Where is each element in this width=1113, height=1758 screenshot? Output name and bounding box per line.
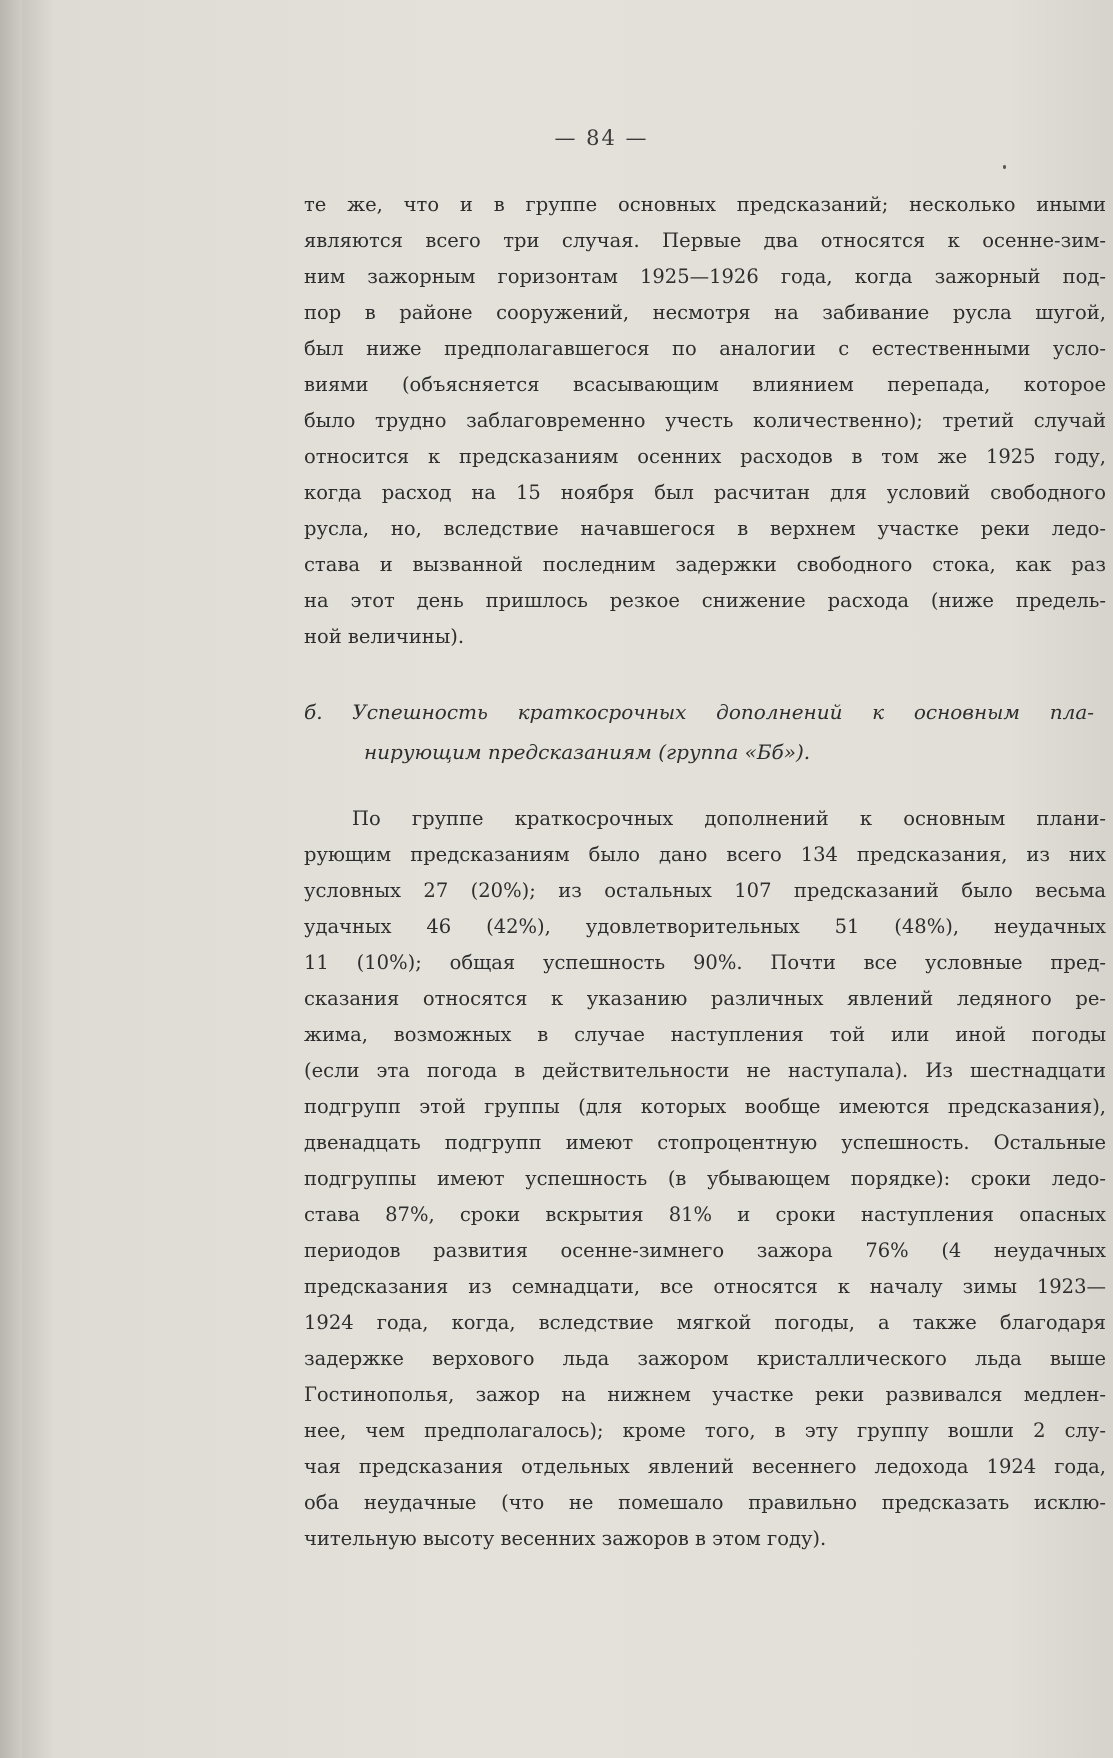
- text-line: (если эта погода в действительности не наступала). Из шестнадцати: [304, 1059, 1106, 1082]
- text-line: русла, но, вследствие начавшегося в верхнем участке реки ледо-: [304, 517, 1106, 540]
- text-line: было трудно заблаговременно учесть количественно); третий случай: [304, 409, 1106, 432]
- text-line: 1924 года, когда, вследствие мягкой погоды, а также благодаря: [304, 1311, 1106, 1334]
- page-binding-edge: [0, 0, 22, 1758]
- text-line: жима, возможных в случае наступления той или иной погоды: [304, 1023, 1106, 1046]
- text-line: те же, что и в группе основных предсказаний; несколько иными: [304, 193, 1106, 216]
- text-line: подгруппы имеют успешность (в убывающем порядке): сроки ледо-: [304, 1167, 1106, 1190]
- paragraph-2: [304, 801, 1106, 1557]
- ink-mark: [1003, 165, 1006, 169]
- text-line: когда расход на 15 ноября был расчитан для условий свободного: [304, 481, 1106, 504]
- text-line: чая предсказания отдельных явлений весеннего ледохода 1924 года,: [304, 1455, 1106, 1478]
- text-line: Гостинополья, зажор на нижнем участке реки развивался медлен-: [304, 1383, 1106, 1406]
- text-line: двенадцать подгрупп имеют стопроцентную успешность. Остальные: [304, 1131, 1106, 1154]
- text-line: удачных 46 (42%), удовлетворительных 51 (48%), неудачных: [304, 915, 1106, 938]
- page-number: — 84 —: [554, 126, 649, 150]
- paragraph-1: [304, 187, 1106, 655]
- text-line: виями (объясняется всасывающим влиянием перепада, которое: [304, 373, 1106, 396]
- text-line: задержке верхового льда зажором кристаллического льда выше: [304, 1347, 1106, 1370]
- text-line: оба неудачные (что не помешало правильно предсказать исклю-: [304, 1491, 1106, 1514]
- text-line: условных 27 (20%); из остальных 107 предсказаний было весьма: [304, 879, 1106, 902]
- heading-line: нирующим предсказаниям (группа «Бб»).: [364, 740, 811, 764]
- text-line: чительную высоту весенних зажоров в этом году).: [304, 1527, 827, 1550]
- text-line: пор в районе сооружений, несмотря на забивание русла шугой,: [304, 301, 1106, 324]
- text-line: 11 (10%); общая успешность 90%. Почти все условные пред-: [304, 951, 1106, 974]
- text-line: являются всего три случая. Первые два относятся к осенне-зим-: [304, 229, 1106, 252]
- text-line: относится к предсказаниям осенних расходов в том же 1925 году,: [304, 445, 1106, 468]
- heading-line: б. Успешность краткосрочных дополнений к основным пла-: [304, 700, 1094, 724]
- text-line: става и вызванной последним задержки свободного стока, как раз: [304, 553, 1106, 576]
- text-line: рующим предсказаниям было дано всего 134 предсказания, из них: [304, 843, 1106, 866]
- text-line: сказания относятся к указанию различных явлений ледяного ре-: [304, 987, 1106, 1010]
- section-heading: [304, 692, 1094, 772]
- text-line: был ниже предполагавшегося по аналогии с естественными усло-: [304, 337, 1106, 360]
- text-line: подгрупп этой группы (для которых вообще имеются предсказания),: [304, 1095, 1106, 1118]
- text-line: По группе краткосрочных дополнений к основным плани-: [352, 807, 1106, 830]
- text-line: на этот день пришлось резкое снижение расхода (ниже предель-: [304, 589, 1106, 612]
- text-line: ной величины).: [304, 625, 465, 648]
- text-line: ним зажорным горизонтам 1925—1926 года, когда зажорный под-: [304, 265, 1106, 288]
- text-line: периодов развития осенне-зимнего зажора 76% (4 неудачных: [304, 1239, 1106, 1262]
- text-line: става 87%, сроки вскрытия 81% и сроки наступления опасных: [304, 1203, 1106, 1226]
- text-line: предсказания из семнадцати, все относятся к началу зимы 1923—: [304, 1275, 1106, 1298]
- text-line: нее, чем предполагалось); кроме того, в эту группу вошли 2 слу-: [304, 1419, 1106, 1442]
